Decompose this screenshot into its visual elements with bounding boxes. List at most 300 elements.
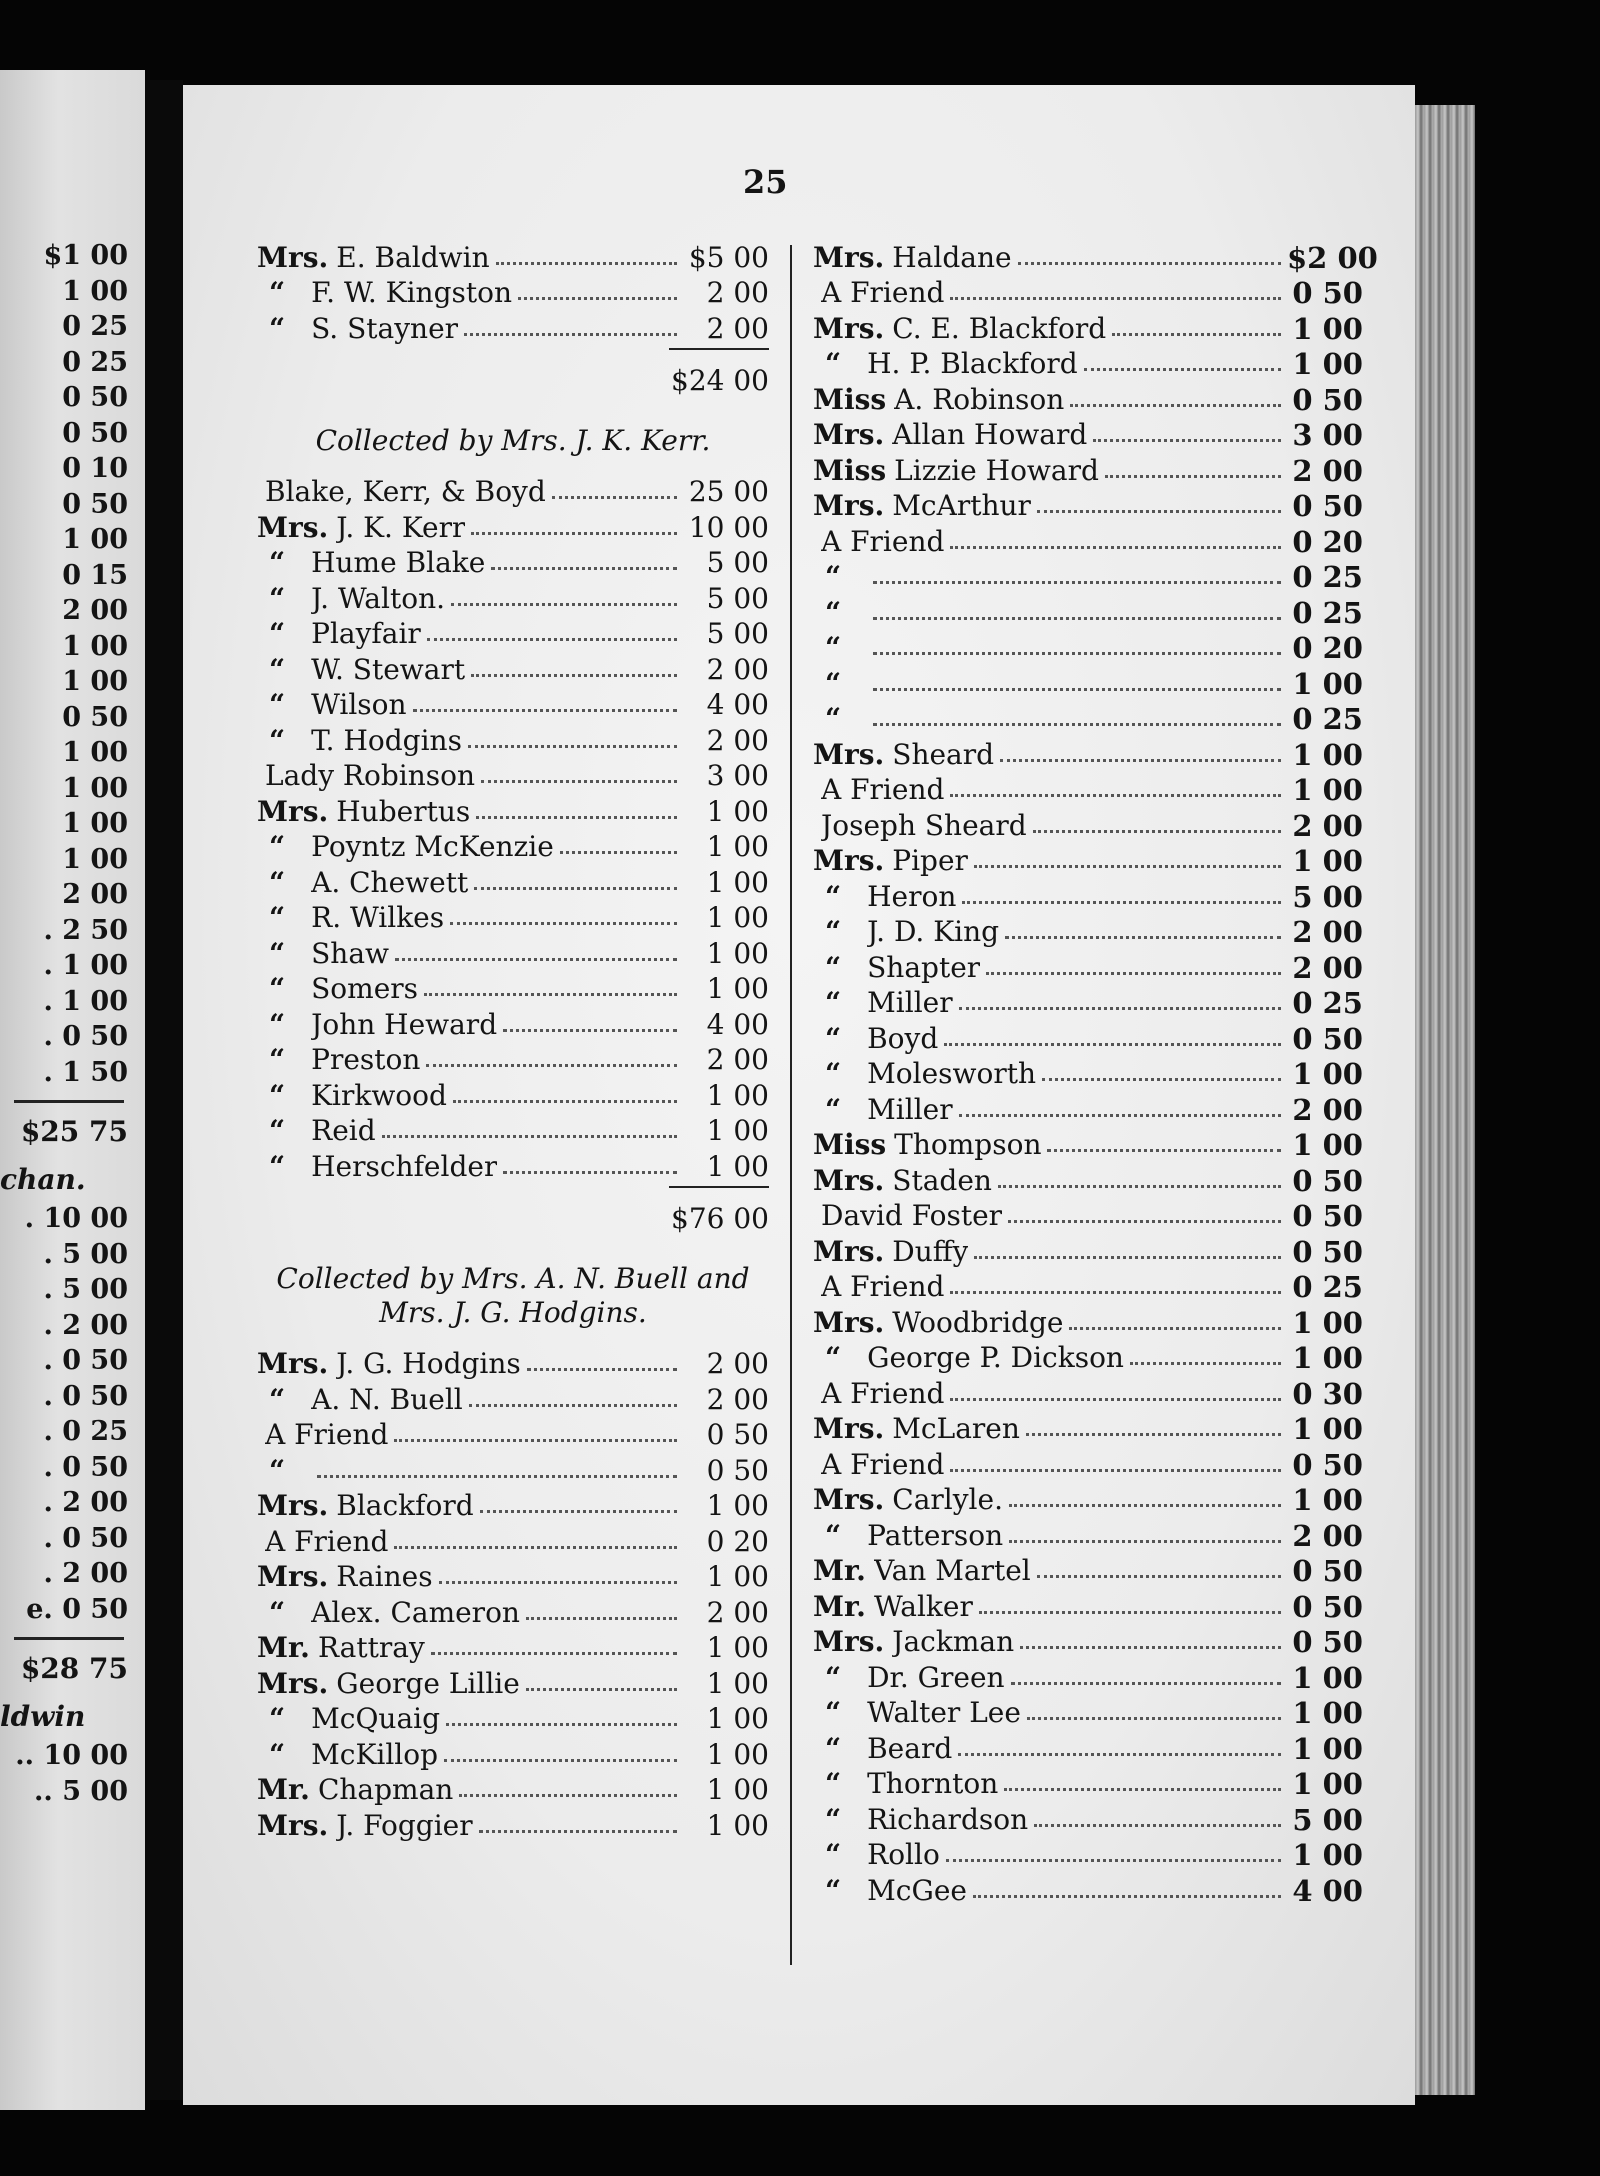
entry-name: A Friend xyxy=(821,775,945,805)
entry-amount: 3 00 xyxy=(706,759,769,792)
entry-title: “ xyxy=(269,311,286,345)
page-edges xyxy=(1415,105,1475,2095)
leader-dots xyxy=(873,723,1281,726)
leader-dots xyxy=(873,688,1281,691)
entry-name: J. Walton. xyxy=(311,583,445,614)
list-item xyxy=(257,308,769,344)
list-item xyxy=(813,1728,1363,1764)
list-item xyxy=(257,1592,769,1628)
entry-title: “ xyxy=(825,1341,842,1374)
prev-amount: 1 00 xyxy=(62,808,128,839)
list-item xyxy=(813,734,1363,770)
leader-dots xyxy=(1018,262,1281,265)
list-item xyxy=(813,1657,1363,1693)
leader-dots xyxy=(944,1043,1281,1046)
entry-title: Mrs. xyxy=(813,311,885,345)
entry-amount: 2 00 xyxy=(706,311,769,345)
leader-dots xyxy=(1070,404,1281,407)
entry-title: “ xyxy=(825,1731,842,1765)
column-divider xyxy=(790,245,792,1965)
entry-amount: 0 50 xyxy=(1292,1554,1363,1588)
entry-title: “ xyxy=(269,1007,286,1041)
entry-amount: 1 00 xyxy=(1292,666,1363,701)
prev-total-1: $25 75 xyxy=(20,1115,128,1148)
entry-amount: 0 50 xyxy=(706,1453,769,1487)
prev-amount: 0 15 xyxy=(62,559,128,591)
prev-amount: 1 00 xyxy=(62,737,128,768)
leader-dots xyxy=(560,851,677,854)
list-item xyxy=(813,1870,1363,1906)
entry-amount: 5 00 xyxy=(706,581,769,615)
list-item xyxy=(257,1521,769,1557)
previous-page-amounts xyxy=(0,240,128,1811)
entry-title: Mrs. xyxy=(813,1483,885,1516)
entry-name: Blake, Kerr, & Boyd xyxy=(265,477,546,507)
entry-amount: 0 50 xyxy=(1292,1199,1363,1233)
entry-title: “ xyxy=(825,1660,842,1694)
entry-title: “ xyxy=(825,702,842,735)
entry-name: Preston xyxy=(311,1045,421,1075)
entry-amount: 10 00 xyxy=(688,510,769,544)
entry-amount: 2 00 xyxy=(1292,1092,1363,1127)
entry-amount: 2 00 xyxy=(706,1595,769,1629)
entry-amount: 1 00 xyxy=(1292,1341,1363,1375)
entry-amount: 5 00 xyxy=(706,617,769,650)
entry-title: Mrs. xyxy=(257,794,329,828)
leader-dots xyxy=(973,1895,1281,1898)
entry-amount: 1 00 xyxy=(1292,1767,1363,1801)
entry-name: Raines xyxy=(336,1562,433,1592)
entry-amount: 0 20 xyxy=(1292,524,1363,559)
list-item xyxy=(813,841,1363,877)
entry-amount: 1 00 xyxy=(1292,773,1363,807)
list-item xyxy=(813,557,1363,593)
entry-title: Mrs. xyxy=(813,844,885,877)
entry-amount: 1 00 xyxy=(706,1489,769,1522)
leader-dots xyxy=(503,1029,677,1032)
leader-dots xyxy=(1034,1824,1281,1827)
entry-name: Molesworth xyxy=(867,1059,1037,1089)
list-item xyxy=(813,628,1363,664)
leader-dots xyxy=(479,1830,677,1833)
leader-dots xyxy=(471,532,677,535)
entry-amount: 1 00 xyxy=(706,1078,769,1112)
list-item xyxy=(813,1160,1363,1196)
list-item xyxy=(813,486,1363,522)
leader-dots xyxy=(480,1510,677,1513)
entry-name: Walter Lee xyxy=(867,1698,1021,1728)
entry-name: Sheard xyxy=(892,739,995,770)
leader-dots xyxy=(958,1753,1281,1756)
list-item xyxy=(257,1557,769,1593)
leader-dots xyxy=(873,652,1281,655)
leader-dots xyxy=(1020,1646,1281,1649)
entry-title: “ xyxy=(825,1092,842,1126)
list-item xyxy=(257,614,769,650)
entry-amount: 4 00 xyxy=(1292,1873,1363,1908)
entry-name: Woodbridge xyxy=(892,1307,1064,1338)
prev-amount: . 0 50 xyxy=(43,1345,128,1376)
entry-amount: 2 00 xyxy=(706,1347,769,1380)
list-item xyxy=(257,1146,769,1182)
subtotal-kerr: $76 00 xyxy=(671,1201,769,1235)
prev-amount: 2 00 xyxy=(62,595,128,626)
entry-name: Heron xyxy=(867,881,957,912)
entry-title: “ xyxy=(269,1737,286,1771)
prev-amount: 1 00 xyxy=(62,772,128,804)
entry-amount: 1 00 xyxy=(1292,1057,1363,1091)
prev-amount: 0 50 xyxy=(62,488,128,520)
entry-amount: 1 00 xyxy=(706,1560,769,1593)
entry-amount: 25 00 xyxy=(688,475,769,508)
leader-dots xyxy=(413,709,677,712)
list-item xyxy=(813,1764,1363,1800)
entry-name: A Friend xyxy=(821,526,945,557)
entry-amount: 0 50 xyxy=(1292,1021,1363,1056)
list-item xyxy=(813,947,1363,983)
entry-title: “ xyxy=(269,1043,286,1076)
entry-name: Hume Blake xyxy=(311,548,486,578)
entry-amount: 1 00 xyxy=(706,1149,769,1183)
prev-amount: 0 25 xyxy=(62,311,128,342)
entry-title: “ xyxy=(825,347,842,380)
entry-name: A Friend xyxy=(265,1420,389,1450)
leader-dots xyxy=(1112,333,1281,336)
entry-amount: 0 20 xyxy=(706,1524,769,1558)
entry-title: Mrs. xyxy=(813,1625,885,1658)
prev-amount: . 0 25 xyxy=(43,1416,128,1447)
entry-name: Lady Robinson xyxy=(265,761,476,791)
leader-dots xyxy=(446,1723,677,1726)
entry-title: Miss xyxy=(813,1128,887,1161)
entry-amount: 1 00 xyxy=(1292,737,1363,772)
leader-dots xyxy=(464,333,677,336)
leader-dots xyxy=(496,262,677,265)
entry-amount: 1 00 xyxy=(1292,311,1363,346)
entry-title: “ xyxy=(825,1696,842,1729)
prev-amount: 2 00 xyxy=(62,879,128,910)
list-item xyxy=(813,1373,1363,1409)
entry-name: Reid xyxy=(311,1116,376,1146)
leader-dots xyxy=(1130,1362,1281,1365)
entry-name: Shapter xyxy=(867,952,981,983)
entry-name: Jackman xyxy=(892,1627,1015,1657)
entry-name: J. G. Hodgins xyxy=(336,1349,521,1379)
list-item xyxy=(257,720,769,756)
book-spine-gutter xyxy=(145,80,183,2100)
entry-title: “ xyxy=(269,1453,286,1487)
entry-name: Van Martel xyxy=(873,1556,1031,1586)
leader-dots xyxy=(1047,1149,1281,1152)
entry-amount: 2 00 xyxy=(1292,1518,1363,1553)
leader-dots xyxy=(1033,830,1281,833)
leader-dots xyxy=(469,1404,677,1407)
leader-dots xyxy=(1069,1327,1281,1330)
prev-amount: 0 50 xyxy=(62,701,128,733)
entry-amount: 0 25 xyxy=(1292,1270,1363,1304)
leader-dots xyxy=(974,865,1281,868)
list-item xyxy=(813,1480,1363,1516)
entry-amount: 1 00 xyxy=(706,1773,769,1806)
list-item xyxy=(813,1622,1363,1658)
entry-title: “ xyxy=(269,723,286,757)
list-item xyxy=(257,1805,769,1841)
entry-amount: 1 00 xyxy=(706,901,769,934)
entry-name: George Lillie xyxy=(336,1668,520,1699)
entry-name: E. Baldwin xyxy=(336,242,490,273)
entry-name: Thompson xyxy=(894,1130,1042,1160)
entry-title: “ xyxy=(825,1057,842,1090)
entry-name: A. N. Buell xyxy=(311,1384,463,1415)
entry-name: A. Robinson xyxy=(894,384,1065,415)
list-item xyxy=(257,237,769,273)
entry-amount: 2 00 xyxy=(1292,808,1363,843)
entry-amount: 0 50 xyxy=(1292,1163,1363,1198)
entry-name: David Foster xyxy=(821,1201,1003,1231)
entry-amount: 0 30 xyxy=(1292,1376,1363,1411)
entry-title: “ xyxy=(269,276,286,309)
entry-amount: 0 50 xyxy=(1292,1234,1363,1269)
entry-title: Mrs. xyxy=(257,1347,329,1380)
leader-dots xyxy=(481,780,677,783)
leader-dots xyxy=(950,794,1281,797)
previous-page-fragment xyxy=(0,70,145,2110)
entry-amount: 0 25 xyxy=(1292,702,1363,736)
prev-amount: 1 00 xyxy=(62,630,128,662)
list-item xyxy=(257,1075,769,1111)
entry-title: “ xyxy=(269,1078,286,1112)
leader-dots xyxy=(1000,759,1281,762)
list-item xyxy=(813,1231,1363,1267)
entry-amount: 0 50 xyxy=(1292,276,1363,310)
list-item xyxy=(813,770,1363,806)
entry-name: F. W. Kingston xyxy=(311,278,513,308)
prev-amount: 1 00 xyxy=(62,275,128,307)
list-item xyxy=(257,1734,769,1770)
entry-title: “ xyxy=(269,1595,286,1629)
list-item xyxy=(813,1586,1363,1622)
leader-dots xyxy=(451,603,677,606)
entry-amount: 0 50 xyxy=(706,1418,769,1451)
leader-dots xyxy=(450,922,677,925)
prev-amount: . 0 50 xyxy=(43,1451,128,1483)
entry-title: “ xyxy=(269,830,286,863)
leader-dots xyxy=(468,745,677,748)
entry-title: “ xyxy=(825,595,842,629)
entry-amount: 0 20 xyxy=(1292,631,1363,665)
leader-dots xyxy=(552,496,677,499)
entry-title: “ xyxy=(269,972,286,1005)
entry-name: J. D. King xyxy=(867,917,1000,947)
leader-dots xyxy=(1008,1220,1281,1223)
entry-name: T. Hodgins xyxy=(311,725,462,756)
entry-name: Shaw xyxy=(311,938,389,969)
group-heading-kerr-text: Collected by Mrs. J. K. Kerr. xyxy=(315,423,711,457)
entry-title: Mr. xyxy=(257,1773,310,1806)
entry-amount: 2 00 xyxy=(706,1043,769,1076)
leader-dots xyxy=(394,1439,677,1442)
entry-name: A Friend xyxy=(821,278,945,308)
prev-amount: . 10 00 xyxy=(24,1203,128,1234)
leader-dots xyxy=(1026,1433,1281,1436)
entry-amount: 0 50 xyxy=(1292,1625,1363,1659)
leader-dots xyxy=(1037,1575,1281,1578)
entry-title: “ xyxy=(269,1149,286,1183)
leader-dots xyxy=(439,1581,677,1584)
entry-name: C. E. Blackford xyxy=(892,313,1107,344)
entry-title: “ xyxy=(269,617,286,650)
entry-name: A Friend xyxy=(265,1526,389,1557)
entry-amount: 1 00 xyxy=(1292,1412,1363,1446)
list-item xyxy=(813,983,1363,1019)
entry-title: “ xyxy=(825,666,842,700)
list-item xyxy=(813,663,1363,699)
list-item xyxy=(813,273,1363,309)
prev-amount: . 2 00 xyxy=(43,1487,128,1518)
entry-amount: $2 00 xyxy=(1287,240,1378,275)
entry-amount: 0 25 xyxy=(1292,595,1363,630)
prev-amount: . 0 50 xyxy=(43,1522,128,1554)
entry-amount: 1 00 xyxy=(1292,1838,1363,1872)
list-item xyxy=(813,1018,1363,1054)
list-item xyxy=(257,1379,769,1415)
prev-amount: . 0 50 xyxy=(43,1380,128,1412)
entry-name: J. K. Kerr xyxy=(336,512,466,543)
entry-title: Mrs. xyxy=(813,1305,885,1339)
entry-name: George P. Dickson xyxy=(867,1343,1124,1373)
right-column xyxy=(813,237,1378,1908)
entry-name: McGee xyxy=(867,1875,967,1906)
entry-name: Chapman xyxy=(317,1775,454,1805)
entry-name: Joseph Sheard xyxy=(821,810,1027,841)
prev-amount: 0 10 xyxy=(62,453,128,484)
entry-title: “ xyxy=(825,1767,842,1800)
page xyxy=(183,85,1415,2105)
prev-amount: . 1 50 xyxy=(43,1056,128,1088)
list-item xyxy=(257,1111,769,1147)
entry-title: Mrs. xyxy=(813,1412,885,1445)
entry-title: Mrs. xyxy=(257,1489,329,1522)
entry-name: Playfair xyxy=(311,619,421,649)
leader-dots xyxy=(518,297,677,300)
entry-title: “ xyxy=(269,652,286,686)
list-item xyxy=(257,827,769,863)
prev-amount: . 5 00 xyxy=(43,1238,128,1270)
entry-amount: 1 00 xyxy=(706,1631,769,1664)
list-item xyxy=(813,1444,1363,1480)
entry-title: Miss xyxy=(813,453,887,487)
entry-title: Mrs. xyxy=(257,510,329,544)
list-item xyxy=(257,543,769,579)
entry-title: Mr. xyxy=(813,1554,866,1587)
entry-name: Thornton xyxy=(867,1769,999,1799)
entry-amount: 1 00 xyxy=(1292,1660,1363,1695)
leader-dots xyxy=(1005,936,1281,939)
entry-title: “ xyxy=(269,865,286,899)
leader-dots xyxy=(959,1114,1281,1117)
entry-amount: 1 00 xyxy=(706,972,769,1005)
list-item xyxy=(813,1125,1363,1161)
prev-amount: . 2 00 xyxy=(43,1558,128,1589)
entry-amount: 1 00 xyxy=(706,936,769,970)
entry-amount: 0 50 xyxy=(1292,382,1363,417)
list-item xyxy=(257,756,769,792)
leader-dots xyxy=(1009,1504,1281,1507)
list-item xyxy=(813,450,1363,486)
leader-dots xyxy=(974,1256,1281,1259)
list-item xyxy=(257,1344,769,1380)
leader-dots xyxy=(476,816,677,819)
list-item xyxy=(813,1196,1363,1232)
prev-amount: 0 50 xyxy=(62,417,128,449)
entry-title: Mrs. xyxy=(813,1234,885,1268)
entry-amount: 1 00 xyxy=(1292,1483,1363,1517)
leader-dots xyxy=(453,1100,677,1103)
entry-amount: 0 50 xyxy=(1292,1447,1363,1482)
list-item xyxy=(257,649,769,685)
entry-title: “ xyxy=(269,581,286,615)
leader-dots xyxy=(1009,1540,1281,1543)
list-item xyxy=(257,969,769,1005)
entry-title: “ xyxy=(825,986,842,1019)
entry-title: “ xyxy=(825,1838,842,1871)
entry-amount: 1 00 xyxy=(706,1114,769,1147)
leader-dots xyxy=(395,958,677,961)
entry-name: Rollo xyxy=(867,1840,940,1870)
entry-amount: 2 00 xyxy=(706,276,769,309)
entry-name: R. Wilkes xyxy=(311,903,445,933)
prev-total-2: $28 75 xyxy=(20,1652,128,1685)
list-item xyxy=(813,592,1363,628)
entry-name: J. Foggier xyxy=(336,1810,473,1841)
entry-title: “ xyxy=(825,950,842,984)
list-item xyxy=(257,507,769,543)
entry-amount: 2 00 xyxy=(1292,915,1363,949)
entry-name: Beard xyxy=(867,1733,953,1764)
entry-name: Blackford xyxy=(336,1491,474,1521)
entry-name: Piper xyxy=(892,846,968,876)
leader-dots xyxy=(317,1475,677,1478)
entry-name: Wilson xyxy=(311,690,407,720)
list-item xyxy=(813,1409,1363,1445)
group-heading-line2: Mrs. J. G. Hodgins. xyxy=(379,1295,647,1329)
list-item xyxy=(257,1040,769,1076)
leader-dots xyxy=(979,1611,1281,1614)
leader-dots xyxy=(1042,1078,1281,1081)
entry-name: John Heward xyxy=(311,1009,498,1040)
entry-amount: 1 00 xyxy=(1292,1696,1363,1730)
list-item xyxy=(813,1302,1363,1338)
leader-dots xyxy=(950,546,1281,549)
prev-amount: e. 0 50 xyxy=(26,1593,128,1625)
entry-name: H. P. Blackford xyxy=(867,349,1078,379)
page-number: 25 xyxy=(743,163,788,201)
entry-title: Mrs. xyxy=(257,1808,329,1842)
prev-heading-2: ldwin xyxy=(0,1700,86,1733)
leader-dots xyxy=(959,1007,1281,1010)
entry-title: “ xyxy=(825,1802,842,1836)
entry-title: Mrs. xyxy=(257,240,329,274)
entry-title: Mrs. xyxy=(813,418,885,451)
entry-amount: 0 25 xyxy=(1292,560,1363,594)
list-item xyxy=(257,1628,769,1664)
leader-dots xyxy=(424,993,677,996)
prev-amount: .. 10 00 xyxy=(15,1740,128,1771)
entry-title: “ xyxy=(269,546,286,579)
entry-amount: 1 00 xyxy=(1292,1731,1363,1766)
entry-title: Mrs. xyxy=(813,240,885,274)
entry-title: “ xyxy=(825,879,842,913)
